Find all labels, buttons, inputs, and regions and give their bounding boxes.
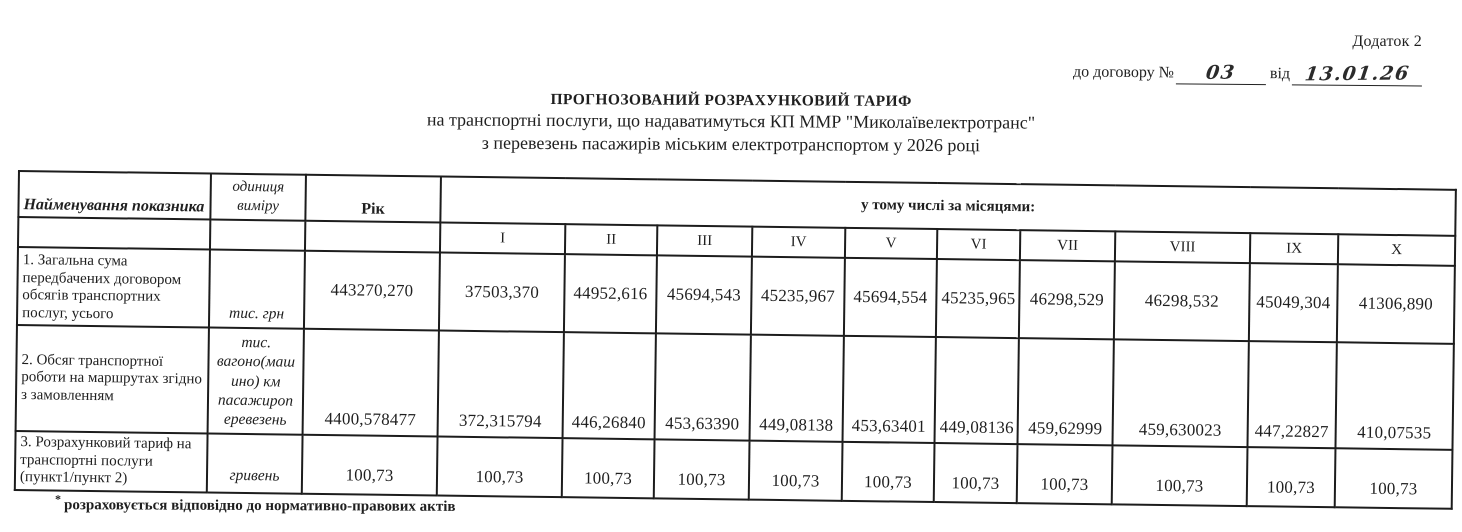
month-value: 44952,616 — [564, 254, 657, 333]
column-header-year: Рік — [305, 175, 441, 223]
table-row-transport-work — [16, 325, 1454, 450]
month-header-3: III — [657, 225, 752, 256]
footnote-marker: * — [54, 492, 62, 507]
contract-line — [1073, 62, 1426, 86]
contract-date-field — [1292, 64, 1422, 86]
month-header-8: VIII — [1115, 231, 1250, 263]
month-value: 100,73 — [842, 442, 935, 502]
month-value: 449,08136 — [935, 337, 1019, 444]
footnote-text: розраховується відповідно до нормативно-правових актів — [63, 497, 456, 515]
unit-value: тис. вагоно(маш ино) км пасажироп еревезень — [208, 328, 304, 435]
month-value: 100,73 — [437, 437, 563, 497]
month-value: 46298,532 — [1114, 261, 1250, 341]
month-value: 100,73 — [654, 440, 750, 500]
footnote — [55, 492, 456, 516]
month-value: 41306,890 — [1337, 264, 1455, 344]
month-value: 45235,965 — [936, 259, 1020, 338]
month-header-1: I — [440, 223, 565, 255]
month-value: 446,26840 — [563, 332, 656, 439]
indicator-name: 1. Загальна сума передбачених договором обсягів транспортних послуг, усього — [17, 247, 210, 328]
contract-date-handwritten: 13.01.26 — [1303, 62, 1411, 86]
month-value: 100,73 — [1247, 447, 1336, 507]
contract-prefix-label: до договору № — [1072, 63, 1174, 82]
month-header-5: V — [845, 228, 937, 259]
month-header-10: X — [1338, 234, 1455, 266]
column-header-indicator: Найменування показника — [18, 171, 211, 220]
month-header-2: II — [565, 224, 657, 255]
month-value: 45049,304 — [1249, 263, 1338, 342]
month-value: 100,73 — [562, 438, 655, 498]
month-header-4: IV — [752, 227, 845, 258]
month-value: 449,08138 — [750, 335, 844, 442]
empty-cell — [210, 220, 305, 251]
month-value: 453,63401 — [843, 336, 936, 443]
month-header-9: IX — [1250, 233, 1338, 264]
contract-date-label: від — [1269, 65, 1291, 83]
document-subtitle-2: з перевезень пасажирів міським електротранспортом у 2026 році — [481, 132, 981, 155]
month-value: 37503,370 — [439, 253, 565, 333]
unit-value: гривень — [207, 434, 303, 494]
month-value: 372,315794 — [438, 331, 564, 439]
month-value: 100,73 — [934, 443, 1018, 503]
unit-value: тис. грн — [209, 250, 305, 329]
month-value: 100,73 — [1335, 448, 1453, 508]
empty-cell — [18, 217, 210, 250]
indicator-name: 3. Розрахунковий тариф на транспортні послуги (пункт1/пункт 2) — [15, 431, 208, 492]
month-value: 459,630023 — [1112, 340, 1248, 448]
month-header-7: VII — [1020, 230, 1115, 261]
month-value: 100,73 — [749, 441, 843, 501]
contract-number-field — [1176, 63, 1266, 85]
column-header-months-group: у тому числі за місяцями: — [440, 177, 1456, 236]
month-value: 45235,967 — [751, 257, 845, 336]
year-value: 100,73 — [302, 435, 438, 495]
annex-label: Додаток 2 — [1352, 33, 1422, 50]
year-value: 4400,578477 — [303, 329, 439, 437]
contract-number-handwritten: 03 — [1204, 61, 1238, 84]
column-header-unit: одиниця виміру — [210, 174, 306, 221]
month-value: 447,22827 — [1247, 341, 1336, 448]
month-value: 410,07535 — [1335, 342, 1453, 450]
empty-cell — [305, 221, 440, 253]
document-subtitle-1: на транспортні послуги, що надаватимуться КП ММР "Миколаївелектротранс" — [426, 109, 1036, 133]
month-value: 45694,554 — [844, 258, 937, 337]
month-value: 100,73 — [1112, 446, 1248, 506]
tariff-table — [14, 170, 1457, 510]
month-value: 100,73 — [1017, 444, 1113, 504]
year-value: 443270,270 — [304, 251, 440, 331]
indicator-name: 2. Обсяг транспортної роботи на маршрутах згідно з замовленням — [16, 325, 209, 434]
month-value: 453,63390 — [655, 334, 751, 441]
month-header-6: VI — [937, 229, 1020, 260]
month-value: 46298,529 — [1019, 260, 1115, 339]
document-title-block — [0, 88, 1462, 159]
month-value: 459,62999 — [1017, 338, 1113, 445]
month-value: 45694,543 — [656, 255, 752, 334]
document-title: ПРОГНОЗОВАНИЙ РОЗРАХУНКОВИЙ ТАРИФ — [550, 91, 912, 110]
